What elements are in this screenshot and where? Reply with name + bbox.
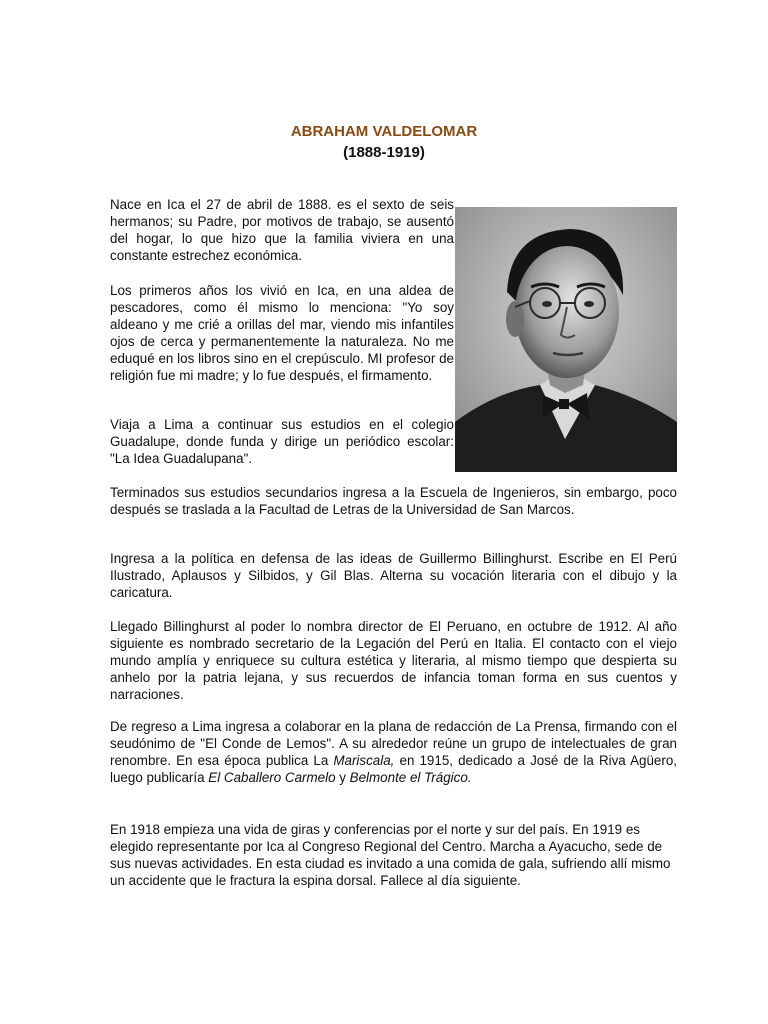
paragraph-birth: Nace en Ica el 27 de abril de 1888. es el sexto de seis hermanos; su Padre, por motivos de trabajo, se ausentó del hogar, lo que hizo que la familia viviera en una constante estrechez económica. xyxy=(110,197,454,263)
work-title-belmonte: Belmonte el Trágico. xyxy=(349,770,472,785)
la-prensa-text-2: en 1915, dedicado a José de la Riva Agüero, luego publicaría xyxy=(110,753,677,785)
work-title-mariscala: Mariscala, xyxy=(333,753,395,768)
paragraph-la-prensa xyxy=(110,718,677,786)
la-prensa-text-3: y xyxy=(335,770,350,785)
paragraph-university: Terminados sus estudios secundarios ingresa a la Escuela de Ingenieros, sin embargo, poco después se traslada a la Facultad de Letras de la Universidad de San Marcos. xyxy=(110,485,677,517)
page-subtitle-years: (1888-1919) xyxy=(343,144,425,161)
portrait-photo xyxy=(455,207,677,472)
paragraph-italy: Llegado Billinghurst al poder lo nombra director de El Peruano, en octubre de 1912. Al año siguiente es nombrado secretario de la Legación del Perú en Italia. El contacto con el viejo mundo amplía y enriquece su cultura estética y literaria, al mismo tiempo que despierta su anhelo por la patria lejana, y sus recuerdos de infancia toman forma en sus cuentos y narraciones. xyxy=(110,619,677,702)
paragraph-childhood: Los primeros años los vivió en Ica, en una aldea de pescadores, como él mismo lo menciona: "Yo soy aldeano y me crié a orillas del mar, viendo mis infantiles ojos de cerca y permanentemente la naturaleza. No me eduqué en los libros sino en el crepúsculo. MI profesor de religión fue mi madre; y lo fue después, el firmamento. xyxy=(110,283,454,383)
work-title-caballero-carmelo: El Caballero Carmelo xyxy=(208,770,336,785)
la-prensa-text-1: De regreso a Lima ingresa a colaborar en la plana de redacción de La Prensa, firmando con el seudónimo de "El Conde de Lemos". A su alrededor reúne un grupo de intelectuales de gran renombre. En esa época publica La xyxy=(110,719,677,768)
paragraph-lima-studies: Viaja a Lima a continuar sus estudios en el colegio Guadalupe, donde funda y dirige un periódico escolar: "La Idea Guadalupana". xyxy=(110,417,454,466)
page-title: ABRAHAM VALDELOMAR xyxy=(290,123,478,140)
paragraph-politics: Ingresa a la política en defensa de las ideas de Guillermo Billinghurst. Escribe en El Perú Ilustrado, Aplausos y Silbidos, y Gil Blas. Alterna su vocación literaria con el dibujo y la caricatura. xyxy=(110,551,677,600)
portrait-illustration xyxy=(455,207,677,472)
paragraph-death: En 1918 empieza una vida de giras y conferencias por el norte y sur del país. En 1919 es elegido representante por Ica al Congreso Regional del Centro. Marcha a Ayacucho, sede de sus nuevas actividades. En esta ciudad es invitado a una comida de gala, sufriendo allí mismo un accidente que le fractura la espina dorsal. Fallece al día siguiente. xyxy=(110,822,671,888)
